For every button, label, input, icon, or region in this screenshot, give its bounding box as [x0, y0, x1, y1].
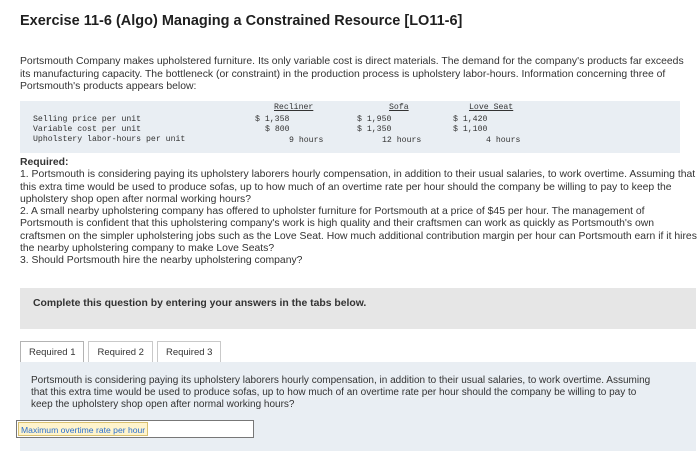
- answer-label: Maximum overtime rate per hour: [18, 422, 148, 436]
- tab-required-3[interactable]: Required 3: [157, 341, 221, 362]
- table-cell: 4 hours: [486, 136, 521, 145]
- table-cell: $ 1,350: [357, 125, 392, 134]
- column-header-sofa: Sofa: [389, 103, 409, 112]
- table-cell: 9 hours: [289, 136, 324, 145]
- row-label-labor-hours: Upholstery labor-hours per unit: [33, 135, 186, 144]
- table-cell: $ 1,950: [357, 115, 392, 124]
- instruction-banner: [20, 288, 696, 329]
- row-label-variable-cost: Variable cost per unit: [33, 125, 142, 134]
- required-section: [20, 157, 700, 268]
- table-cell: $ 1,100: [453, 125, 488, 134]
- instruction-text: Complete this question by entering your answers in the tabs below.: [33, 298, 367, 309]
- product-data-table: [20, 101, 680, 153]
- table-cell: $ 1,420: [453, 115, 488, 124]
- answer-tabs: [20, 341, 225, 362]
- required-item-3: 3. Should Portsmouth hire the nearby upholstering company?: [20, 255, 303, 267]
- column-header-recliner: Recliner: [274, 103, 314, 112]
- row-label-selling-price: Selling price per unit: [33, 115, 142, 124]
- tab-required-1[interactable]: Required 1: [20, 341, 84, 362]
- tab-required-2[interactable]: Required 2: [88, 341, 152, 362]
- answer-row: [16, 420, 254, 438]
- table-cell: 12 hours: [382, 136, 422, 145]
- column-header-love-seat: Love Seat: [469, 103, 514, 112]
- required-item-2: 2. A small nearby upholstering company has offered to upholster furniture for Portsmouth at a price of $45 per hour. The management of Portsmouth is confident that this upholstering company's work is high quality and their craftsmen can work as quickly as Portsmouth's own craftsmen on the simpler upholstering jobs such as the Love Seat. How much additional contribution margin per hour can Portsmouth earn if it hires the nearby upholstering company to make Love Seats?: [20, 206, 697, 255]
- table-cell: $ 800: [265, 125, 290, 134]
- exercise-title: Exercise 11-6 (Algo) Managing a Constrained Resource [LO11-6]: [20, 13, 463, 29]
- intro-paragraph: Portsmouth Company makes upholstered furniture. Its only variable cost is direct materials. The demand for the company's products far exceeds its manufacturing capacity. The bottleneck (or constraint) in the production process is upholstery labor-hours. Information concerning three of Portsmouth's products appears below:: [20, 56, 684, 93]
- required-heading: Required:: [20, 157, 69, 168]
- table-cell: $ 1,358: [255, 115, 290, 124]
- required-item-1: 1. Portsmouth is considering paying its upholstery laborers hourly compensation, in addition to their usual salaries, to work overtime. Assuming that this extra time would be used to produce sofas, up to how much of an overtime rate per hour should the company be willing to pay to keep the upholstery shop open after normal working hours?: [20, 169, 696, 205]
- tab-question-text: Portsmouth is considering paying its upholstery laborers hourly compensation, in addition to their usual salaries, to work overtime. Assuming that this extra time would be used to produce sofas, up to how much of an overtime rate per hour should the company be willing to pay to keep the upholstery shop open after normal working hours?: [31, 375, 651, 410]
